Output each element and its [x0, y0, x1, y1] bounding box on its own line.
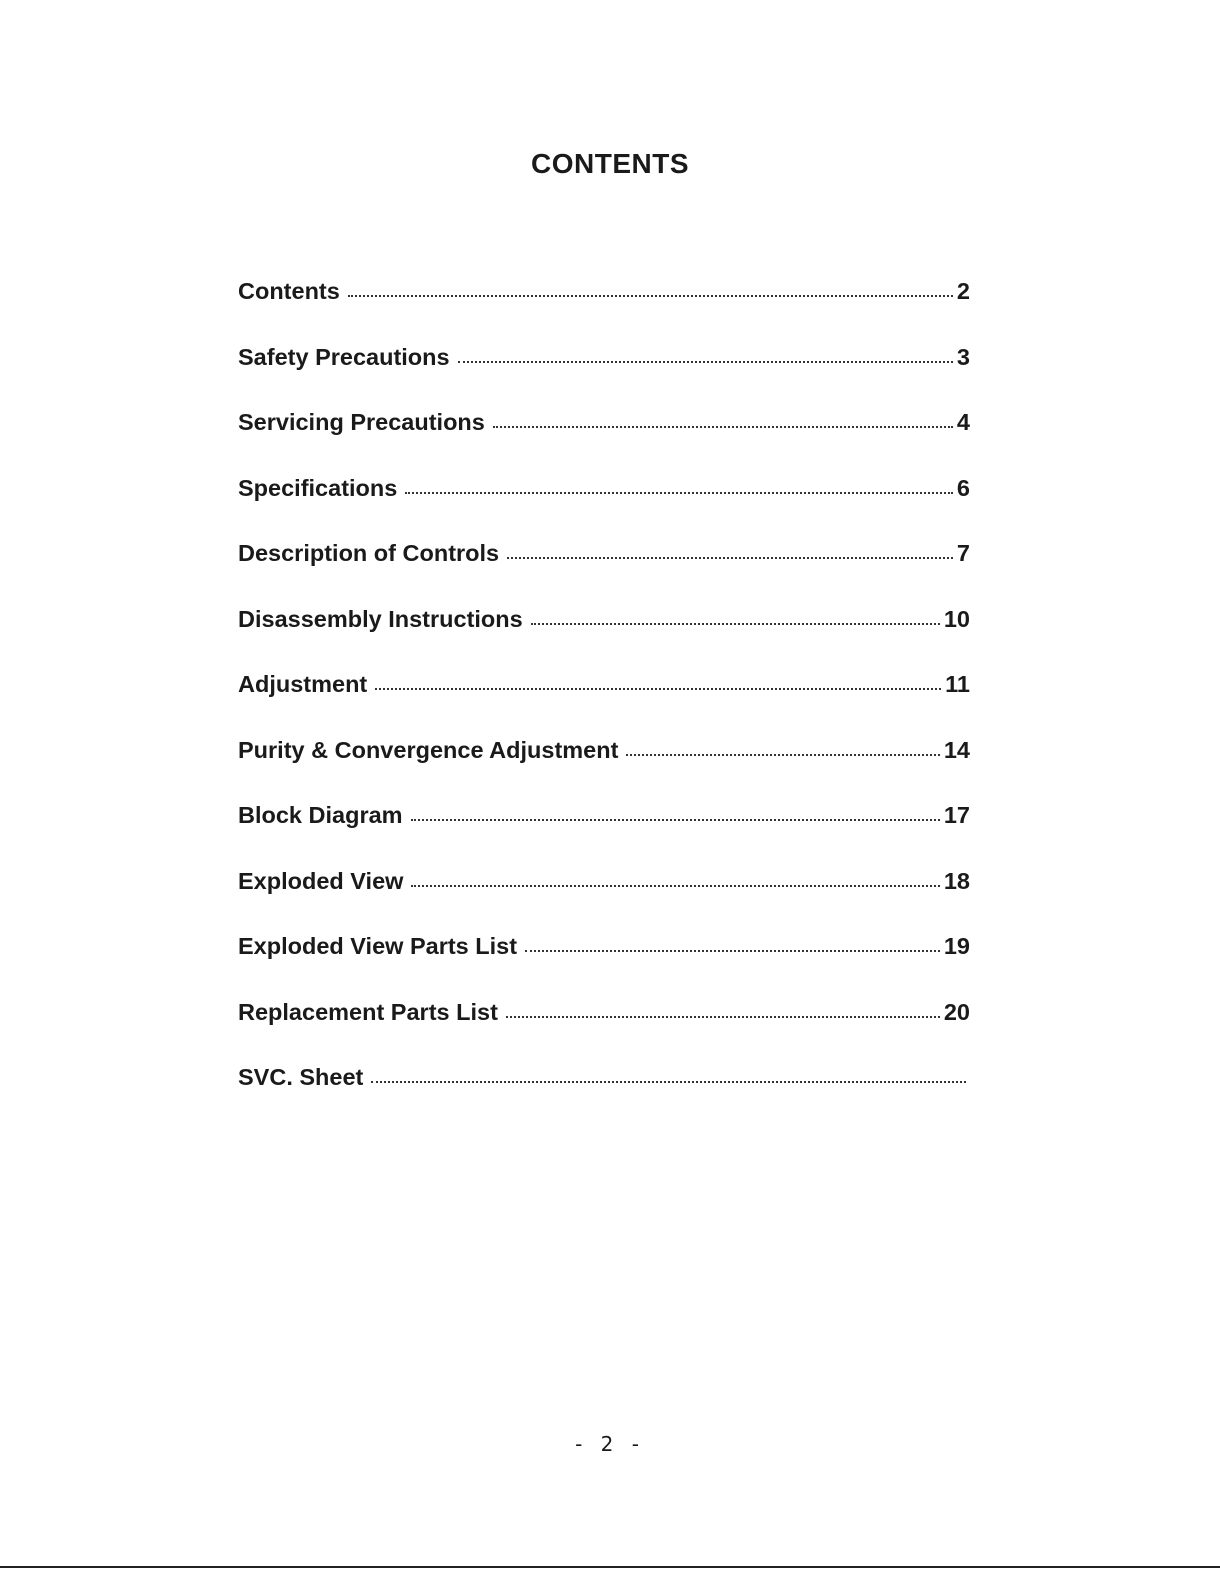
toc-entry-page: 14	[943, 736, 970, 763]
toc-entry[interactable]	[238, 278, 970, 344]
toc-entry-label: Description of Controls	[238, 540, 500, 566]
dot-leader	[375, 688, 941, 690]
toc-entry[interactable]	[238, 475, 970, 541]
toc-entry-label: Exploded View	[238, 867, 404, 894]
dot-leader	[348, 295, 953, 297]
dot-leader	[525, 950, 940, 952]
table-of-contents	[238, 278, 970, 1130]
toc-entry-page: 7	[956, 540, 970, 566]
dot-leader	[405, 492, 953, 494]
page-title: CONTENTS	[531, 148, 689, 179]
toc-entry[interactable]	[238, 540, 970, 606]
toc-entry-label: Servicing Precautions	[238, 409, 485, 435]
dot-leader	[411, 819, 940, 821]
toc-entry-page: 6	[956, 474, 970, 501]
toc-entry-label: Replacement Parts List	[238, 998, 498, 1025]
toc-entry[interactable]	[238, 802, 970, 868]
toc-entry-label: Adjustment	[238, 671, 368, 697]
toc-entry-page: 2	[956, 278, 970, 304]
toc-entry-page: 19	[943, 933, 970, 959]
toc-entry-page: 11	[945, 671, 970, 697]
dot-leader	[626, 754, 939, 756]
toc-entry[interactable]	[238, 737, 970, 803]
toc-entry-label: Block Diagram	[238, 802, 403, 828]
toc-entry-label: Specifications	[238, 474, 398, 501]
toc-entry[interactable]	[238, 409, 970, 475]
dot-leader	[507, 557, 953, 559]
toc-entry-page: 17	[943, 802, 970, 828]
page-number: - 2 -	[575, 1432, 645, 1456]
toc-entry[interactable]	[238, 344, 970, 410]
toc-entry-label: Contents	[238, 278, 340, 304]
toc-entry-label: Exploded View Parts List	[238, 933, 518, 959]
toc-entry-page: 4	[956, 409, 970, 435]
bottom-divider	[0, 1566, 1220, 1568]
toc-entry-label: Disassembly Instructions	[238, 605, 523, 632]
toc-entry[interactable]	[238, 933, 970, 999]
toc-entry-page: 10	[943, 605, 970, 632]
toc-entry-page: 18	[943, 867, 970, 894]
toc-entry-label: SVC. Sheet	[238, 1064, 364, 1090]
toc-entry-label: Purity & Convergence Adjustment	[238, 736, 619, 763]
toc-entry[interactable]	[238, 999, 970, 1065]
toc-entry[interactable]	[238, 671, 970, 737]
dot-leader	[411, 885, 939, 887]
toc-entry-page: 20	[943, 998, 970, 1025]
dot-leader	[506, 1016, 940, 1018]
toc-entry-page: 3	[956, 343, 970, 370]
toc-entry[interactable]	[238, 606, 970, 672]
toc-entry[interactable]	[238, 868, 970, 934]
dot-leader	[371, 1081, 966, 1083]
dot-leader	[458, 361, 953, 363]
dot-leader	[493, 426, 953, 428]
toc-entry-label: Safety Precautions	[238, 343, 450, 370]
dot-leader	[531, 623, 940, 625]
toc-entry[interactable]	[238, 1064, 970, 1130]
